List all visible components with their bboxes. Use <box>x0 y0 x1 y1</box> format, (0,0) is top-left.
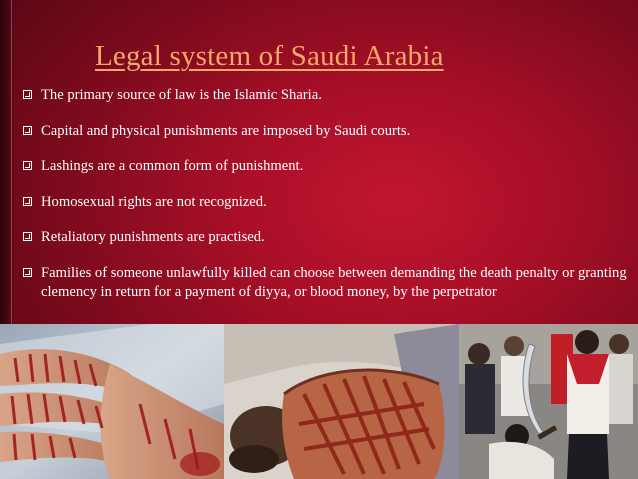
bullet-item <box>22 157 632 176</box>
checkbox-bullet-icon <box>23 126 32 135</box>
bullet-text: Capital and physical punishments are imposed by Saudi courts. <box>41 122 411 139</box>
bullet-text: Homosexual rights are not recognized. <box>41 193 267 210</box>
bullet-item <box>22 193 632 212</box>
public-execution-photo <box>459 324 638 479</box>
checkbox-bullet-icon <box>23 232 32 241</box>
bullet-list <box>22 86 632 318</box>
bullet-item <box>22 86 632 105</box>
checkbox-bullet-icon <box>23 197 32 206</box>
injured-hands-photo <box>0 324 224 479</box>
bullet-item <box>22 122 632 141</box>
bullet-item <box>22 228 632 247</box>
lashed-back-photo <box>224 324 459 479</box>
bullet-text: Retaliatory punishments are practised. <box>41 229 265 245</box>
checkbox-bullet-icon <box>23 90 32 99</box>
checkbox-bullet-icon <box>23 161 32 170</box>
bullet-text: Families of someone unlawfully killed can choose between demanding the death penalty or granting clemency in return for a payment of diyya, or blood money, by the perpetrator <box>41 264 627 300</box>
slide-title: Legal system of Saudi Arabia <box>95 40 444 72</box>
photo-strip <box>0 324 638 479</box>
bullet-item <box>22 264 632 302</box>
checkbox-bullet-icon <box>23 268 32 277</box>
bullet-text: Lashings are a common form of punishment. <box>41 158 304 174</box>
bullet-text: The primary source of law is the Islamic Sharia. <box>41 87 322 103</box>
